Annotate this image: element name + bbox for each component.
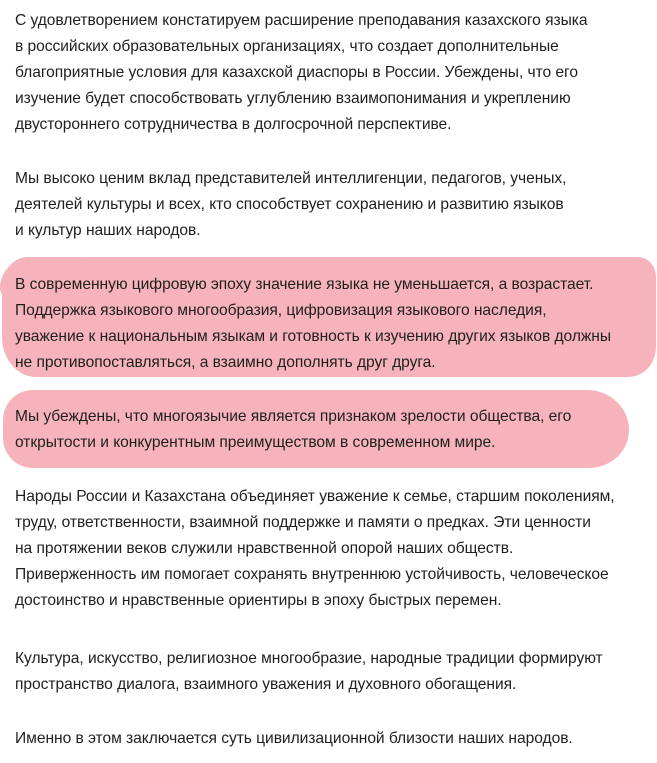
text-line: не противопоставляться, а взаимно дополнять друг друга. bbox=[15, 354, 436, 371]
text-line: уважение к национальным языкам и готовность к изучению других языков должны bbox=[15, 328, 611, 345]
text-line: Мы убеждены, что многоязычие является признаком зрелости общества, его bbox=[15, 408, 572, 425]
text-line: достоинство и нравственные ориентиры в эпоху быстрых перемен. bbox=[15, 592, 502, 609]
text-line: на протяжении веков служили нравственной опорой наших обществ. bbox=[15, 540, 514, 557]
text-line: Мы высоко ценим вклад представителей интеллигенции, педагогов, ученых, bbox=[15, 170, 567, 187]
text-line: Приверженность им помогает сохранять внутреннюю устойчивость, человеческое bbox=[15, 566, 609, 583]
paragraph-4-highlighted bbox=[15, 404, 571, 456]
text-line: изучение будет способствовать углублению взаимопонимания и укреплению bbox=[15, 90, 571, 107]
text-line: Поддержка языкового многообразия, цифровизация языкового наследия, bbox=[15, 302, 547, 319]
text-line: пространство диалога, взаимного уважения и духовного обогащения. bbox=[15, 676, 517, 693]
text-line: Народы России и Казахстана объединяет уважение к семье, старшим поколениям, bbox=[15, 488, 615, 505]
paragraph-1 bbox=[15, 8, 587, 138]
paragraph-3-highlighted bbox=[15, 272, 611, 376]
text-line: двустороннего сотрудничества в долгосрочной перспективе. bbox=[15, 116, 452, 133]
text-line: в российских образовательных организациях, что создает дополнительные bbox=[15, 38, 559, 55]
text-line: благоприятные условия для казахской диаспоры в России. Убеждены, что его bbox=[15, 64, 578, 81]
text-line: С удовлетворением констатируем расширение преподавания казахского языка bbox=[15, 12, 588, 29]
text-line: Именно в этом заключается суть цивилизационной близости наших народов. bbox=[15, 730, 573, 747]
paragraph-7 bbox=[15, 726, 573, 752]
text-line: Культура, искусство, религиозное многообразие, народные традиции формируют bbox=[15, 650, 603, 667]
text-line: труду, ответственности, взаимной поддержке и памяти о предках. Эти ценности bbox=[15, 514, 591, 531]
paragraph-2 bbox=[15, 166, 566, 244]
text-line: В современную цифровую эпоху значение языка не уменьшается, а возрастает. bbox=[15, 276, 594, 293]
paragraph-6 bbox=[15, 646, 603, 698]
paragraph-5 bbox=[15, 484, 615, 614]
text-line: и культур наших народов. bbox=[15, 222, 201, 239]
text-line: открытости и конкурентным преимуществом в современном мире. bbox=[15, 434, 496, 451]
text-line: деятелей культуры и всех, кто способствует сохранению и развитию языков bbox=[15, 196, 564, 213]
